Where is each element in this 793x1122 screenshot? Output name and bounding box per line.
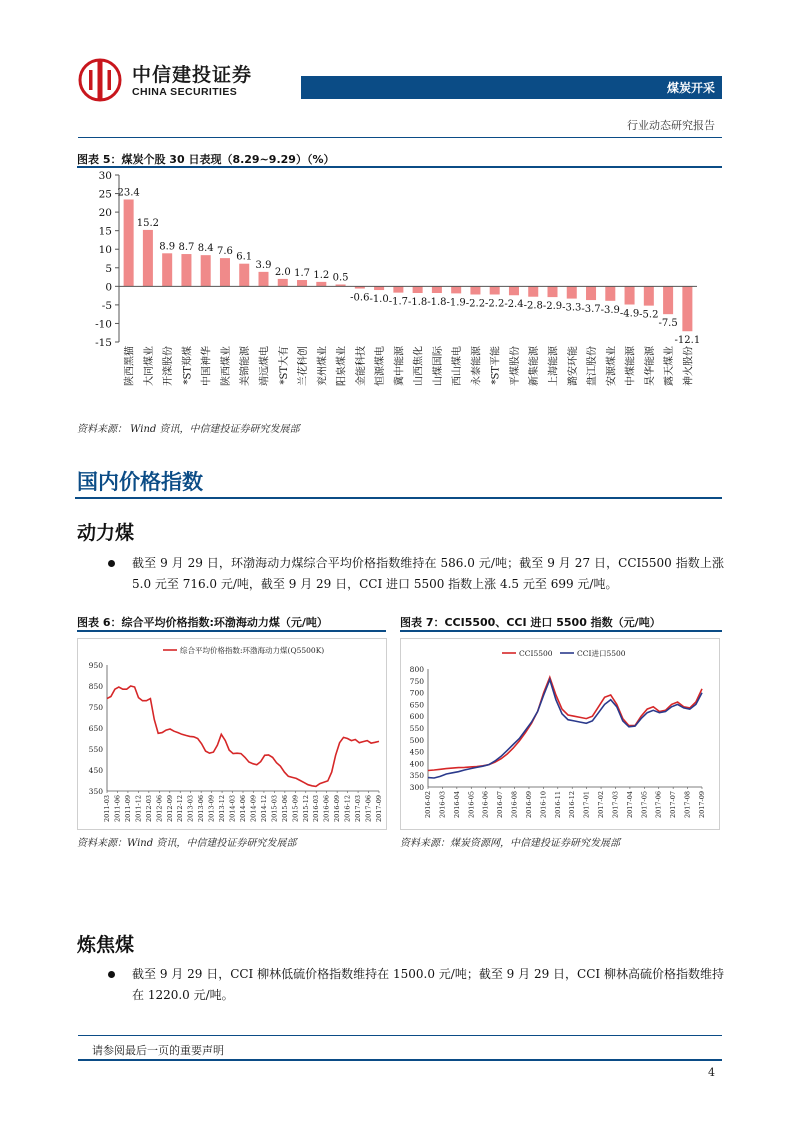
bar-value-label: 7.6 xyxy=(217,246,233,258)
report-type-label: 行业动态研究报告 xyxy=(627,119,715,132)
category-label: 昊华能源 xyxy=(644,346,656,386)
subsection-title-thermal-coal: 动力煤 xyxy=(77,522,135,544)
series-line-1 xyxy=(428,677,702,770)
footer-divider-top xyxy=(78,1035,722,1036)
x-tick-label: 2011-03 xyxy=(103,795,111,823)
category-label: 盘江股份 xyxy=(587,346,599,386)
bar xyxy=(586,286,596,300)
category-label: 开滦股份 xyxy=(163,346,175,386)
y-tick-label: 700 xyxy=(409,688,424,698)
x-tick-label: 2017-06 xyxy=(654,791,663,819)
category-label: 陕西煤业 xyxy=(220,346,232,386)
bar-value-label: -3.9 xyxy=(600,304,620,316)
brand-name-en: CHINA SECURITIES xyxy=(132,86,238,98)
category-label: 中国神华 xyxy=(201,346,213,386)
category-label: 永泰能源 xyxy=(471,346,483,386)
x-tick-label: 2011-09 xyxy=(123,795,132,823)
x-tick-label: 2017-09 xyxy=(375,795,383,823)
coking-coal-paragraph: 截至 9 月 29 日，CCI 柳林低硫价格指数维持在 1500.0 元/吨；截至 9 月 29 日，CCI 柳林高硫价格指数维持在 1220.0 元/吨。 xyxy=(132,967,724,1002)
x-tick-label: 2012-03 xyxy=(144,795,153,823)
bar xyxy=(143,230,153,286)
bar xyxy=(470,286,480,294)
x-tick-label: 2016-12 xyxy=(568,791,577,819)
category-label: 美锦能源 xyxy=(240,346,252,386)
y-tick-label: 600 xyxy=(409,712,424,722)
category-label: 中煤能源 xyxy=(625,346,637,386)
x-tick-label: 2016-03 xyxy=(312,795,321,823)
bar xyxy=(567,286,577,298)
bar xyxy=(393,286,403,292)
x-tick-label: 2016-06 xyxy=(322,795,331,823)
figure5-title: 图表 5：煤炭个股 30 日表现（8.29~9.29）（%） xyxy=(77,153,335,166)
y-tick-label: 300 xyxy=(409,783,424,792)
bar xyxy=(490,286,500,294)
x-tick-label: 2013-12 xyxy=(218,795,227,823)
bar xyxy=(220,258,230,286)
category-label: 新集能源 xyxy=(529,346,541,386)
bar xyxy=(644,286,654,305)
x-tick-label: 2014-06 xyxy=(239,795,247,823)
x-tick-label: 2015-12 xyxy=(301,795,310,823)
bar xyxy=(663,286,673,314)
bar-value-label: -1.9 xyxy=(446,297,466,309)
bar xyxy=(547,286,557,297)
y-tick-label: 800 xyxy=(409,665,424,674)
category-label: 潞安环能 xyxy=(567,346,579,386)
category-label: 山煤国际 xyxy=(432,346,444,386)
x-tick-label: 2017-04 xyxy=(625,791,634,819)
y-tick-label: 950 xyxy=(88,661,103,670)
bar xyxy=(413,286,423,293)
y-tick-label: 20 xyxy=(98,207,112,220)
bar xyxy=(528,286,538,296)
bar-value-label: -3.7 xyxy=(581,304,601,316)
bar xyxy=(124,199,134,286)
x-tick-label: 2013-06 xyxy=(197,795,206,823)
bar-value-label: -0.6 xyxy=(350,292,370,304)
y-tick-label: 450 xyxy=(409,747,424,757)
bar xyxy=(374,286,384,290)
bar-value-label: -2.2 xyxy=(485,298,505,310)
bar-value-label: 0.5 xyxy=(332,272,349,284)
bar xyxy=(258,272,268,286)
category-label: 恒源煤电 xyxy=(375,346,387,386)
bar-value-label: -2.8 xyxy=(523,300,543,312)
bar-value-label: -2.9 xyxy=(542,301,563,313)
bar-value-label: -12.1 xyxy=(674,335,701,347)
bar xyxy=(162,253,172,286)
x-tick-label: 2017-03 xyxy=(611,791,620,819)
x-tick-label: 2016-11 xyxy=(553,791,562,819)
y-tick-label: 0 xyxy=(105,281,112,294)
bar-value-label: 8.9 xyxy=(159,241,176,253)
category-label: 金能科技 xyxy=(355,346,367,386)
y-tick-label: 5 xyxy=(105,262,112,275)
x-tick-label: 2013-03 xyxy=(186,795,195,823)
figure7-source: 资料来源：煤炭资源网，中信建投证券研究发展部 xyxy=(400,838,620,849)
section-title: 国内价格指数 xyxy=(77,470,203,494)
bar-value-label: 8.4 xyxy=(197,243,214,255)
bar xyxy=(432,286,442,293)
subsection-title-coking-coal: 炼焦煤 xyxy=(77,934,135,956)
x-tick-label: 2016-10 xyxy=(539,791,548,819)
brand-name-cn: 中信建投证券 xyxy=(132,64,253,86)
y-tick-label: -5 xyxy=(101,299,112,312)
x-tick-label: 2017-02 xyxy=(597,791,606,819)
header-section-label: 煤炭开采 xyxy=(666,81,715,95)
category-label: 兖州煤业 xyxy=(317,346,329,386)
x-tick-label: 2017-05 xyxy=(640,791,649,819)
y-tick-label: 750 xyxy=(409,676,424,686)
bullet-icon xyxy=(108,971,115,978)
category-label: 阳泉煤业 xyxy=(336,346,348,386)
page-number: 4 xyxy=(708,1066,715,1079)
figure6-title-rule xyxy=(77,630,386,632)
category-label: 陕西黑猫 xyxy=(124,346,136,386)
x-tick-label: 2012-09 xyxy=(165,795,174,823)
category-label: 兰花科创 xyxy=(298,346,310,386)
bar-value-label: 6.1 xyxy=(236,251,253,263)
category-label: 西山煤电 xyxy=(452,346,464,386)
bar-value-label: 2.0 xyxy=(274,266,291,278)
x-tick-label: 2016-02 xyxy=(424,791,432,819)
bohai-thermal-coal-index-chart xyxy=(77,638,387,830)
category-label: 大同煤业 xyxy=(143,346,155,386)
bar-value-label: 1.7 xyxy=(294,268,310,280)
bar xyxy=(451,286,461,293)
y-tick-label: -15 xyxy=(95,337,112,349)
x-tick-label: 2016-09 xyxy=(333,795,342,823)
y-tick-label: 500 xyxy=(409,735,424,745)
x-tick-label: 2013-09 xyxy=(207,795,216,823)
x-tick-label: 2016-05 xyxy=(467,791,476,819)
y-tick-label: 550 xyxy=(88,745,103,754)
bar-value-label: -3.3 xyxy=(562,302,582,314)
category-label: 山西焦化 xyxy=(413,346,425,386)
category-label: 冀中能源 xyxy=(394,346,406,386)
category-label: 平煤股份 xyxy=(509,346,521,386)
x-tick-label: 2016-06 xyxy=(481,791,490,819)
y-tick-label: 650 xyxy=(88,724,103,733)
x-tick-label: 2011-06 xyxy=(113,795,122,823)
x-tick-label: 2011-12 xyxy=(134,795,143,823)
y-tick-label: 10 xyxy=(98,244,112,257)
y-tick-label: 350 xyxy=(88,787,103,796)
y-tick-label: 850 xyxy=(88,682,103,691)
y-tick-label: 550 xyxy=(409,724,424,733)
footer-divider-bottom xyxy=(78,1059,722,1061)
stock-performance-bar-chart xyxy=(77,168,717,413)
bar xyxy=(625,286,635,304)
bar xyxy=(278,279,288,286)
bar-value-label: -1.8 xyxy=(427,297,447,309)
bar xyxy=(239,264,249,287)
bar-value-label: -5.2 xyxy=(639,309,659,321)
x-tick-label: 2016-08 xyxy=(510,791,519,819)
x-tick-label: 2014-03 xyxy=(228,795,237,823)
bar-value-label: -4.9 xyxy=(619,308,640,320)
bar xyxy=(201,255,211,286)
figure6-source: 资料来源：Wind 资讯，中信建投证券研究发展部 xyxy=(77,838,297,849)
x-tick-label: 2017-08 xyxy=(683,791,692,819)
x-tick-label: 2016-04 xyxy=(452,791,461,819)
x-tick-label: 2017-09 xyxy=(698,791,706,819)
category-label: 露天煤业 xyxy=(664,346,676,386)
footer-notice: 请参阅最后一页的重要声明 xyxy=(92,1044,224,1057)
category-label: 神火股份 xyxy=(683,346,695,386)
figure5-source: 资料来源： Wind 资讯，中信建投证券研究发展部 xyxy=(77,424,300,435)
y-tick-label: 450 xyxy=(88,766,103,775)
bar xyxy=(316,282,326,286)
category-label: *ST大有 xyxy=(278,346,290,385)
legend-label: CCI进口5500 xyxy=(577,649,626,658)
y-tick-label: 25 xyxy=(98,188,112,201)
x-tick-label: 2014-12 xyxy=(259,795,268,823)
bar-value-label: -1.7 xyxy=(388,296,409,308)
cci5500-index-chart xyxy=(400,638,720,830)
bar-value-label: -7.5 xyxy=(658,318,678,330)
y-tick-label: 15 xyxy=(98,225,112,238)
bar xyxy=(509,286,519,295)
y-tick-label: 650 xyxy=(409,700,424,710)
bar xyxy=(605,286,615,300)
header-divider xyxy=(78,137,722,138)
x-tick-label: 2016-12 xyxy=(343,795,352,823)
bar xyxy=(682,286,692,331)
y-tick-label: 30 xyxy=(98,170,112,182)
bar-value-label: -2.2 xyxy=(465,298,486,310)
y-tick-label: -10 xyxy=(95,318,112,331)
bar xyxy=(181,254,191,286)
x-tick-label: 2015-06 xyxy=(280,795,289,823)
x-tick-label: 2012-12 xyxy=(176,795,185,823)
bar-value-label: 1.2 xyxy=(313,269,330,281)
x-tick-label: 2016-03 xyxy=(438,791,447,819)
figure6-title: 图表 6：综合平均价格指数:环渤海动力煤（元/吨） xyxy=(77,616,328,629)
bar-value-label: 15.2 xyxy=(136,217,160,229)
bar-value-label: 8.7 xyxy=(178,242,195,254)
x-tick-label: 2015-09 xyxy=(291,795,300,823)
x-tick-label: 2017-03 xyxy=(354,795,363,823)
bar-value-label: -1.8 xyxy=(407,297,428,309)
x-tick-label: 2016-09 xyxy=(524,791,533,819)
china-securities-logo xyxy=(78,58,122,102)
x-tick-label: 2017-01 xyxy=(582,791,591,819)
x-tick-label: 2016-07 xyxy=(496,791,505,819)
category-label: 上海能源 xyxy=(548,346,560,386)
bar xyxy=(297,280,307,286)
bullet-icon xyxy=(108,560,115,567)
thermal-coal-paragraph: 截至 9 月 29 日，环渤海动力煤综合平均价格指数维持在 586.0 元/吨；截至 9 月 27 日，CCI5500 指数上涨 5.0 元至 716.0 元/吨，截至 9 月 29 日，CCI 进口 5500 指数上涨 4.5 元至 699 元/吨。 xyxy=(132,556,724,591)
y-tick-label: 750 xyxy=(88,703,103,712)
category-label: 安源煤业 xyxy=(606,346,618,386)
category-label: *ST郑煤 xyxy=(182,346,194,385)
x-tick-label: 2015-03 xyxy=(270,795,279,823)
y-tick-label: 400 xyxy=(409,759,424,769)
category-label: 靖远煤电 xyxy=(259,346,271,386)
header-bar xyxy=(301,76,722,99)
series-line-1 xyxy=(107,686,379,786)
figure7-title: 图表 7：CCI5500、CCI 进口 5500 指数（元/吨） xyxy=(400,616,661,629)
legend-label: 综合平均价格指数:环渤海动力煤(Q5500K) xyxy=(180,646,325,655)
y-tick-label: 350 xyxy=(409,771,424,781)
figure7-title-rule xyxy=(400,630,722,632)
bar-value-label: 3.9 xyxy=(255,259,272,271)
legend-label: CCI5500 xyxy=(519,649,553,658)
x-tick-label: 2014-09 xyxy=(249,795,258,823)
x-tick-label: 2017-06 xyxy=(364,795,373,823)
x-tick-label: 2012-06 xyxy=(155,795,164,823)
x-tick-label: 2017-07 xyxy=(669,791,678,819)
category-label: *ST平能 xyxy=(490,346,502,385)
series-line-2 xyxy=(428,680,702,778)
bar-value-label: -2.4 xyxy=(504,299,524,311)
bar-value-label: 23.4 xyxy=(117,187,140,199)
bar-value-label: -1.0 xyxy=(369,294,389,306)
